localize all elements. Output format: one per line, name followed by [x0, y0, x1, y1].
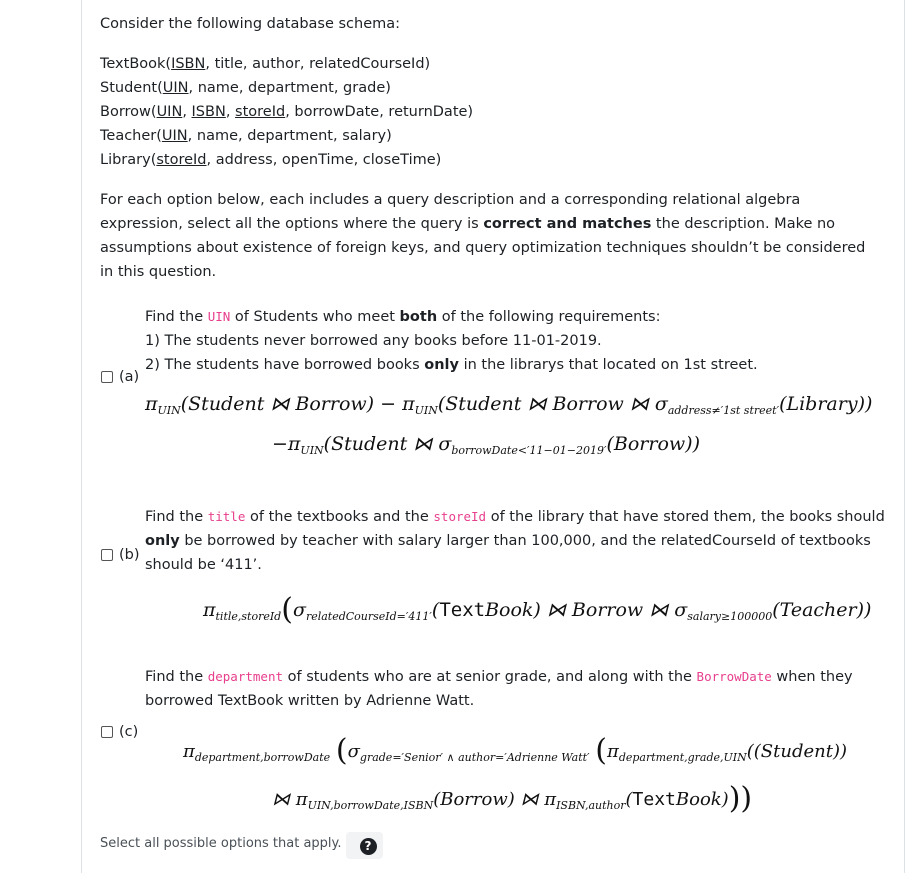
option-c-expression-line2: ⋈ $\pi_{UIN,borrowDate,ISBN}(Borrow)$ ⋈ $\pi_{ISBN,author}(TextBook)$))	[272, 781, 753, 816]
option-c-label: (c)	[119, 724, 139, 740]
option-a-checkbox[interactable]	[101, 371, 113, 383]
schema-row: Borrow(UIN, ISBN, storeId, borrowDate, returnDate)	[100, 104, 474, 120]
schema-list	[100, 52, 473, 172]
option-b-expression: $\pi_{title,storeId}(\sigma_{relatedCourseId='411'}(TextBook)$ ⋈ Borrow ⋈ $\sigma_{salary\ge 100000}(Teacher)$)	[203, 592, 872, 627]
option-a-expression-line2: $-\pi_{UIN}(Student$ ⋈ $\sigma_{borrowDate<'11-01-2019'}(Borrow)$)	[272, 433, 700, 457]
footer-hint: Select all possible options that apply. ?	[100, 832, 383, 859]
option-b-description: Find the title of the textbooks and the storeId of the library that have stored them, the books should only be borrowed by teacher with salary larger than 100,000, and the relatedCourseId of textbooks should be ‘411’.	[145, 509, 885, 573]
option-b-checkbox[interactable]	[101, 549, 113, 561]
instructions: For each option below, each includes a query description and a corresponding relational algebra expression, select all the options where the query is correct and matches the description. Make no assumptions about existence of foreign keys, and query optimization techniques shouldn’t be considered in this question.	[100, 192, 866, 280]
schema-row: Student(UIN, name, department, grade)	[100, 80, 391, 96]
option-c-checkbox[interactable]	[101, 726, 113, 738]
content-left-border	[81, 0, 82, 873]
schema-row: Library(storeId, address, openTime, closeTime)	[100, 152, 442, 168]
option-a-label: (a)	[119, 369, 140, 385]
option-b-label: (b)	[119, 547, 140, 563]
content-right-border	[904, 0, 905, 873]
option-a-expression-line1: $\pi_{UIN}(Student$ ⋈ Borrow) − $\pi_{UIN}(Student$ ⋈ Borrow ⋈ $\sigma_{address\ne'1st street'}(Library)$)	[145, 393, 873, 417]
help-question-icon[interactable]: ?	[360, 838, 377, 855]
schema-intro: Consider the following database schema:	[100, 16, 401, 32]
option-c-expression-line1: $\pi_{department,borrowDate}$ ($\sigma_{grade='Senior' \wedge author='Adrienne Watt'}$ ($\pi_{department,grade,UIN}((Student))$	[183, 733, 848, 768]
schema-row: TextBook(ISBN, title, author, relatedCourseId)	[100, 56, 431, 72]
option-a-description: Find the UIN of Students who meet both of the following requirements: 1) The students never borrowed any books before 11-01-2019. 2) The students have borrowed books only in the librarys that located on 1st street.	[145, 309, 758, 373]
schema-row: Teacher(UIN, name, department, salary)	[100, 128, 392, 144]
option-c-description: Find the department of students who are at senior grade, and along with the BorrowDate when they borrowed TextBook written by Adrienne Watt.	[145, 669, 853, 709]
